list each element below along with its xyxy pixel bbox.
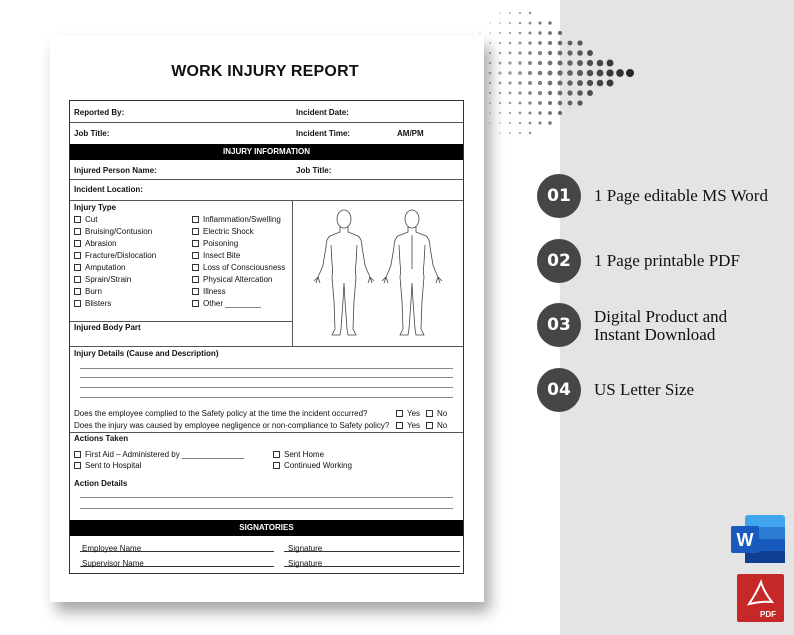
checkbox-icon xyxy=(74,300,81,307)
injury-type-label: Electric Shock xyxy=(203,227,254,236)
injury-type-label: Sprain/Strain xyxy=(85,275,132,284)
injury-type-option[interactable] xyxy=(192,275,272,284)
feature-badge: 01 xyxy=(537,174,581,218)
injury-type-label: Illness xyxy=(203,287,226,296)
form-title: WORK INJURY REPORT xyxy=(171,63,359,80)
signatories-header: SIGNATORIES xyxy=(70,520,463,536)
details-line-2 xyxy=(80,377,453,378)
injury-type-label: Amputation xyxy=(85,263,126,272)
feature-item-01 xyxy=(537,174,787,218)
checkbox-icon xyxy=(192,216,199,223)
injury-type-label: Other ________ xyxy=(203,299,261,308)
injury-type-label: Insect Bite xyxy=(203,251,241,260)
checkbox-icon xyxy=(192,288,199,295)
checkbox-icon xyxy=(74,240,81,247)
injury-type-option[interactable] xyxy=(192,251,240,260)
injury-type-option[interactable] xyxy=(74,287,102,296)
feature-badge: 03 xyxy=(537,303,581,347)
injury-type-label: Bruising/Contusion xyxy=(85,227,153,236)
action-line-1 xyxy=(80,497,453,498)
injury-type-label: Fracture/Dislocation xyxy=(85,251,157,260)
injury-type-label: Abrasion xyxy=(85,239,117,248)
row-reported-by xyxy=(70,101,463,123)
form-table xyxy=(69,100,464,574)
injury-information-header: INJURY INFORMATION xyxy=(70,144,463,160)
injury-type-option[interactable] xyxy=(74,215,97,224)
injury-type-label: Injury Type xyxy=(74,203,117,212)
body-diagram-divider xyxy=(292,201,293,347)
details-line-4 xyxy=(80,397,453,398)
checkbox-icon xyxy=(74,288,81,295)
feature-item-02 xyxy=(537,239,787,283)
checkbox-icon xyxy=(192,300,199,307)
injured-body-part-label: Injured Body Part xyxy=(74,323,141,332)
injury-type-label: Inflammation/Swelling xyxy=(203,215,281,224)
injury-type-option[interactable] xyxy=(74,239,117,248)
feature-text-line-2: Instant Download xyxy=(594,325,716,344)
injury-type-option[interactable] xyxy=(74,227,152,236)
ms-word-icon xyxy=(731,515,785,563)
injury-type-option[interactable] xyxy=(192,239,238,248)
checkbox-icon xyxy=(192,252,199,259)
action-sent-home[interactable]: Sent Home xyxy=(273,450,324,459)
injury-type-option[interactable] xyxy=(74,251,156,260)
signatories-block xyxy=(70,536,463,574)
actions-block xyxy=(70,433,463,520)
feature-text-line-1: Digital Product and xyxy=(594,307,728,326)
details-line-3 xyxy=(80,387,453,388)
employee-name-label: Employee Name xyxy=(82,544,142,553)
employee-signature-label: Signature xyxy=(288,544,323,553)
pdf-icon xyxy=(737,574,784,622)
action-continued-working[interactable]: Continued Working xyxy=(273,461,352,470)
injury-type-option[interactable] xyxy=(192,299,261,308)
question-2-no[interactable]: No xyxy=(426,421,447,430)
row-job-title xyxy=(70,123,463,144)
injured-person-name-label: Injured Person Name: xyxy=(74,166,157,175)
injury-type-label: Burn xyxy=(85,287,102,296)
injury-type-block xyxy=(70,201,463,347)
details-line-1 xyxy=(80,368,453,369)
question-1-yes[interactable]: Yes xyxy=(396,409,420,418)
checkbox-icon xyxy=(74,216,81,223)
incident-time-label: Incident Time: xyxy=(296,129,351,138)
injury-type-label: Poisoning xyxy=(203,239,239,248)
action-first-aid[interactable]: First Aid – Administered by ______________ xyxy=(74,450,244,459)
feature-text: 1 Page editable MS Word xyxy=(594,186,768,205)
injury-details-label: Injury Details (Cause and Description) xyxy=(74,349,219,358)
incident-date-label: Incident Date: xyxy=(296,108,349,117)
actions-taken-label: Actions Taken xyxy=(74,434,129,443)
checkbox-icon xyxy=(192,228,199,235)
word-letter: W xyxy=(736,530,754,550)
injury-type-label: Physical Altercation xyxy=(203,275,273,284)
form-sheet xyxy=(50,36,484,602)
injury-type-label: Loss of Consciousness xyxy=(203,263,286,272)
action-line-2 xyxy=(80,508,453,509)
row-incident-location xyxy=(70,180,463,201)
pdf-label: PDF xyxy=(760,610,776,619)
injury-type-label: Blisters xyxy=(85,299,112,308)
checkbox-icon xyxy=(74,264,81,271)
injury-type-option[interactable] xyxy=(74,263,125,272)
question-1-no[interactable]: No xyxy=(426,409,447,418)
job-title-2-label: Job Title: xyxy=(296,166,332,175)
injury-type-option[interactable] xyxy=(192,227,254,236)
supervisor-name-label: Supervisor Name xyxy=(82,559,144,568)
body-diagram xyxy=(302,205,452,340)
feature-text: 1 Page printable PDF xyxy=(594,251,740,270)
checkbox-icon xyxy=(74,276,81,283)
action-details-label: Action Details xyxy=(74,479,128,488)
question-1: Does the employee complied to the Safety policy at the time the incident occurred? xyxy=(74,409,368,418)
injury-type-label: Cut xyxy=(85,215,98,224)
incident-location-label: Incident Location: xyxy=(74,185,143,194)
row-injured-person xyxy=(70,160,463,180)
reported-by-label: Reported By: xyxy=(74,108,125,117)
checkbox-icon xyxy=(192,276,199,283)
injury-type-option[interactable] xyxy=(192,215,281,224)
body-part-divider xyxy=(70,321,292,322)
job-title-label: Job Title: xyxy=(74,129,110,138)
injury-details-block xyxy=(70,347,463,433)
ampm-label: AM/PM xyxy=(397,129,424,138)
feature-badge: 02 xyxy=(537,239,581,283)
injury-type-option[interactable] xyxy=(74,275,131,284)
feature-text: US Letter Size xyxy=(594,380,695,399)
checkbox-icon xyxy=(74,228,81,235)
injury-type-option[interactable] xyxy=(74,299,111,308)
feature-item-04 xyxy=(537,368,787,412)
injury-type-option[interactable] xyxy=(192,263,285,272)
supervisor-signature-label: Signature xyxy=(288,559,323,568)
checkbox-icon xyxy=(192,240,199,247)
feature-badge: 04 xyxy=(537,368,581,412)
checkbox-icon xyxy=(192,264,199,271)
injury-type-option[interactable] xyxy=(192,287,226,296)
question-2: Does the injury was caused by employee negligence or non-compliance to Safety policy? xyxy=(74,421,390,430)
feature-item-03 xyxy=(537,303,787,347)
question-2-yes[interactable]: Yes xyxy=(396,421,420,430)
action-sent-to-hospital[interactable]: Sent to Hospital xyxy=(74,461,141,470)
checkbox-icon xyxy=(74,252,81,259)
